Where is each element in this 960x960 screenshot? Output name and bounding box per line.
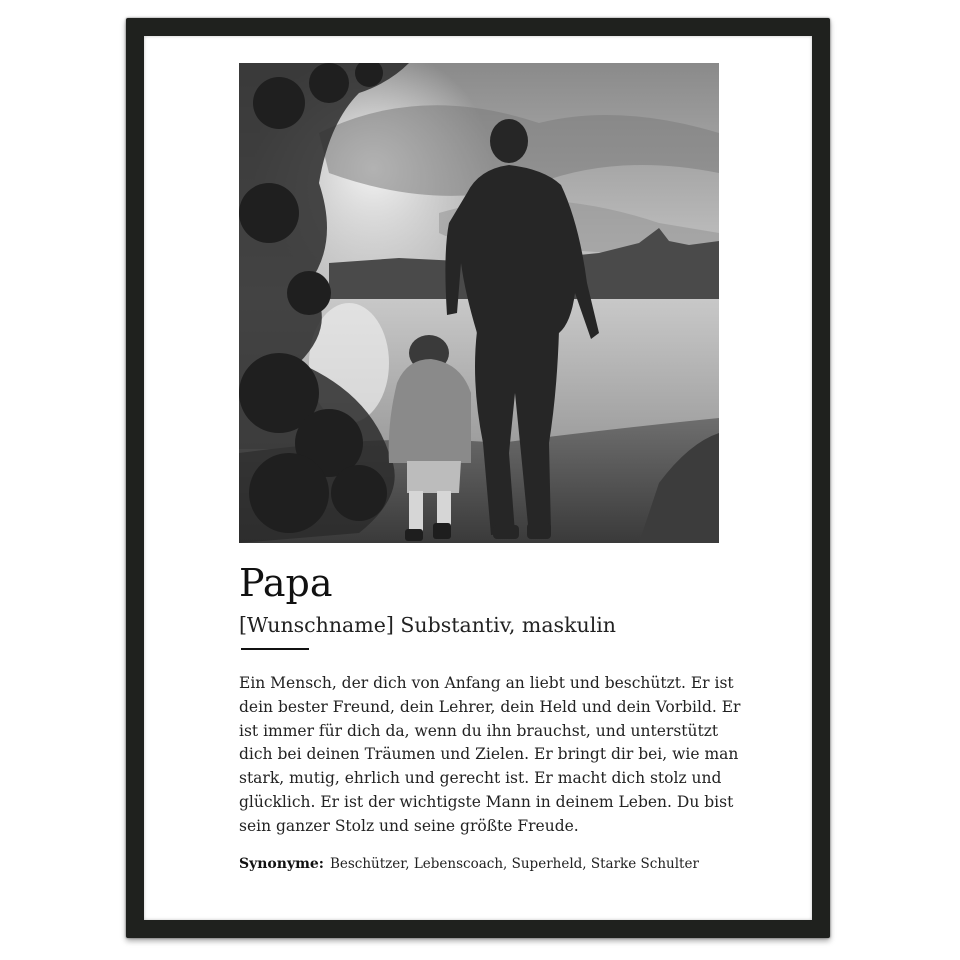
word-grammar-subtitle: [Wunschname] Substantiv, maskulin [239,613,617,637]
synonyms-label: Synonyme: [239,856,324,872]
synonyms-values: Beschützer, Lebenscoach, Superheld, Starke Schulter [329,856,699,872]
word-title: Papa [239,561,333,605]
title-divider [241,648,309,650]
synonyms-line [239,856,699,872]
definition-text: Ein Mensch, der dich von Anfang an liebt und beschützt. Er ist dein bester Freund, dein Lehrer, dein Held und dein Vorbild. Er ist immer für dich da, wenn du ihn brauchst, und unterstützt dich bei deinen Träumen und Zielen. Er bringt dir bei, wie man stark, mutig, ehrlich und gerecht ist. Er macht dich stolz und glücklich. Er ist der wichtigste Mann in deinem Leben. Du bist sein ganzer Stolz und seine größte Freude. [239,674,741,835]
father-and-child-by-lake-photo [239,63,719,543]
